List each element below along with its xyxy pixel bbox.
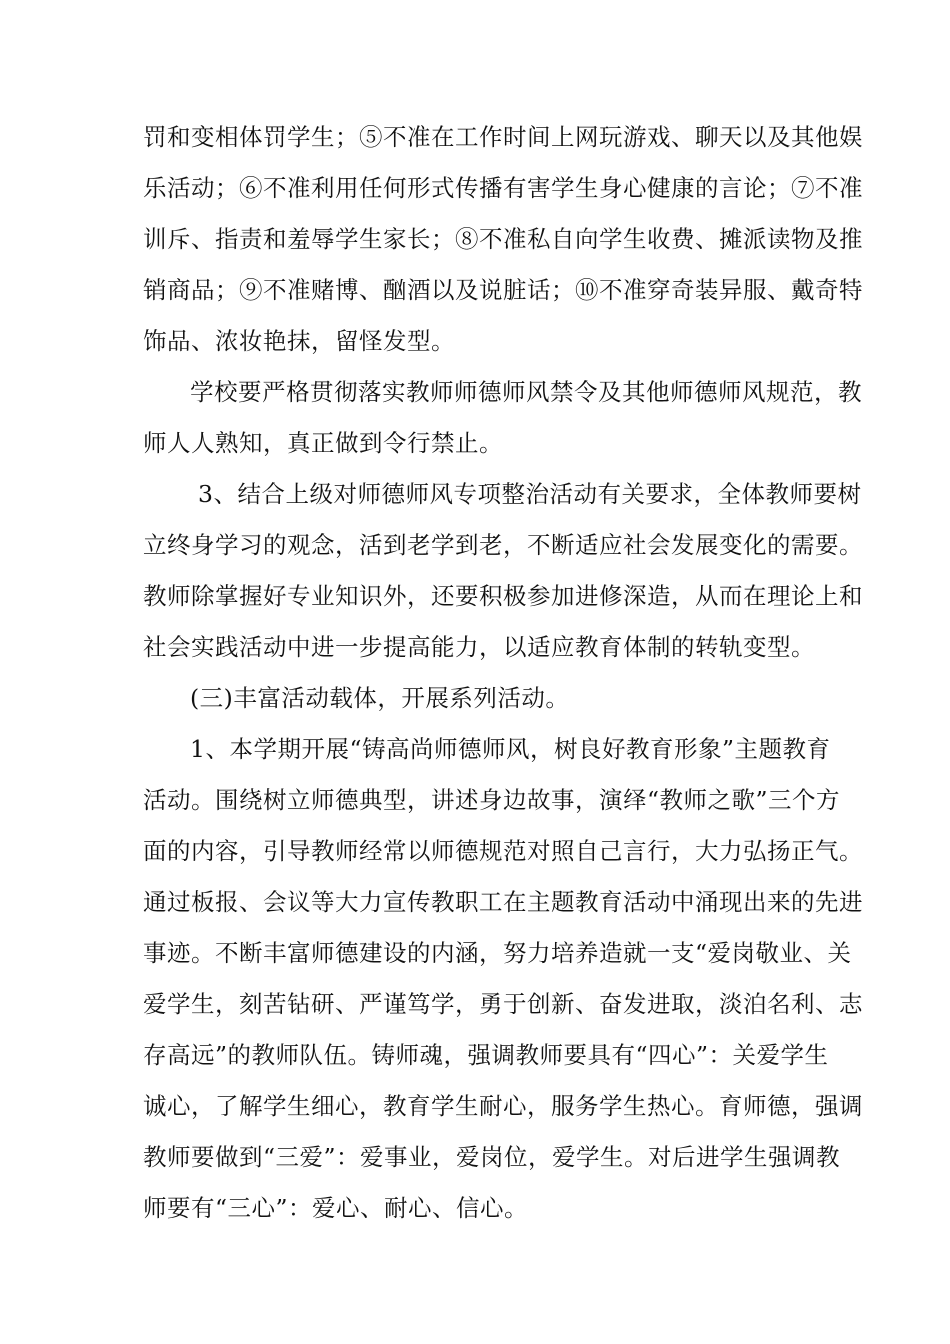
- text-line: 存高远”的教师队伍。铸师魂，强调教师要具有“四心”：关爱学生: [143, 1041, 829, 1069]
- text-line: 爱学生，刻苦钻研、严谨笃学，勇于创新、奋发进取，淡泊名利、志: [143, 990, 863, 1018]
- text-line: 教师要做到“三爱”：爱事业，爱岗位，爱学生。对后进学生强调教: [143, 1143, 841, 1171]
- text-line: 销商品；⑨不准赌博、酗酒以及说脏话；⑩不准穿奇装异服、戴奇特: [143, 276, 863, 304]
- text-line: 教师除掌握好专业知识外，还要积极参加进修深造，从而在理论上和: [143, 582, 863, 610]
- text-line: 饰品、浓妆艳抹，留怪发型。: [143, 327, 455, 355]
- text-line: 训斥、指责和羞辱学生家长；⑧不准私自向学生收费、摊派读物及推: [143, 225, 863, 253]
- body-text: [143, 112, 863, 1234]
- text-line: 立终身学习的观念，活到老学到老，不断适应社会发展变化的需要。: [143, 531, 863, 559]
- section-heading: (三)丰富活动载体，开展系列活动。: [190, 684, 570, 712]
- text-line: 乐活动；⑥不准利用任何形式传播有害学生身心健康的言论；⑦不准: [143, 174, 863, 202]
- text-line: 社会实践活动中进一步提高能力，以适应教育体制的转轨变型。: [143, 633, 815, 661]
- text-line: 面的内容，引导教师经常以师德规范对照自己言行，大力弘扬正气。: [143, 837, 863, 865]
- text-line: 活动。围绕树立师德典型，讲述身边故事，演绎“教师之歌”三个方: [143, 786, 841, 814]
- text-line: 事迹。不断丰富师德建设的内涵，努力培养造就一支“爱岗敬业、关: [143, 939, 852, 967]
- text-line: 通过板报、会议等大力宣传教职工在主题教育活动中涌现出来的先进: [143, 888, 863, 916]
- paragraph-start-line: 3、结合上级对师德师风专项整治活动有关要求，全体教师要树: [198, 480, 862, 508]
- text-line: 师要有“三心”：爱心、耐心、信心。: [143, 1194, 529, 1222]
- paragraph-start-line: 1、本学期开展“铸高尚师德师风，树良好教育形象”主题教育: [190, 735, 831, 763]
- paragraph-start-line: 学校要严格贯彻落实教师师德师风禁令及其他师德师风规范，教: [190, 378, 862, 406]
- text-line: 师人人熟知，真正做到令行禁止。: [143, 429, 503, 457]
- text-line: 罚和变相体罚学生；⑤不准在工作时间上网玩游戏、聊天以及其他娱: [143, 123, 863, 151]
- text-line: 诚心，了解学生细心，教育学生耐心，服务学生热心。育师德，强调: [143, 1092, 863, 1120]
